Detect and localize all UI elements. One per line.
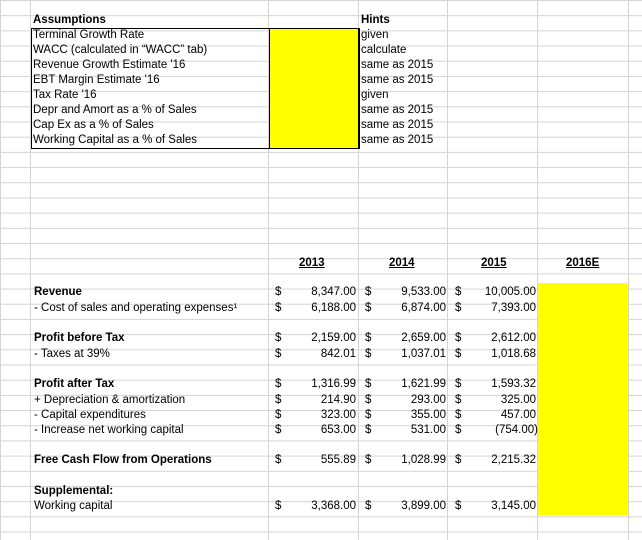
pat-2013[interactable]: 1,316.99 — [311, 378, 356, 390]
cost-2015[interactable]: 7,393.00 — [491, 302, 536, 314]
fcf-2014[interactable]: 1,028.99 — [401, 454, 446, 466]
currency-sign: $ — [365, 409, 372, 421]
label-depreciation[interactable]: + Depreciation & amortization — [34, 394, 186, 406]
taxes-2015[interactable]: 1,018.68 — [491, 348, 536, 360]
currency-sign: $ — [365, 378, 372, 390]
currency-sign: $ — [455, 424, 462, 436]
hint-tax-rate[interactable]: given — [361, 89, 389, 101]
currency-sign: $ — [455, 286, 462, 298]
projection-2016e-cells[interactable] — [538, 283, 628, 515]
label-cost-of-sales[interactable]: - Cost of sales and operating expenses¹ — [34, 302, 238, 314]
year-header-2013[interactable]: 2013 — [299, 257, 325, 269]
currency-sign: $ — [455, 332, 462, 344]
assumption-label-working-capital[interactable]: Working Capital as a % of Sales — [33, 134, 198, 146]
taxes-2014[interactable]: 1,037.01 — [401, 348, 446, 360]
pbt-2013[interactable]: 2,159.00 — [311, 332, 356, 344]
hint-capex[interactable]: same as 2015 — [361, 119, 434, 131]
assumption-label-depr-amort[interactable]: Depr and Amort as a % of Sales — [33, 104, 197, 116]
fcf-2013[interactable]: 555.89 — [320, 454, 356, 466]
label-capital-expenditures[interactable]: - Capital expenditures — [34, 409, 146, 421]
cost-2014[interactable]: 6,874.00 — [401, 302, 446, 314]
currency-sign: $ — [275, 500, 282, 512]
label-profit-before-tax[interactable]: Profit before Tax — [34, 332, 125, 344]
assumption-label-wacc[interactable]: WACC (calculated in “WACC” tab) — [33, 44, 208, 56]
hint-wacc[interactable]: calculate — [361, 44, 407, 56]
hint-depr-amort[interactable]: same as 2015 — [361, 104, 434, 116]
assumption-label-tax-rate[interactable]: Tax Rate '16 — [33, 89, 97, 101]
da-2014[interactable]: 293.00 — [410, 394, 446, 406]
wc-2013[interactable]: 3,368.00 — [311, 500, 356, 512]
revenue-2014[interactable]: 9,533.00 — [401, 286, 446, 298]
capex-2014[interactable]: 355.00 — [410, 409, 446, 421]
capex-2013[interactable]: 323.00 — [320, 409, 356, 421]
nwc-2015[interactable]: (754.00) — [495, 424, 538, 436]
currency-sign: $ — [365, 302, 372, 314]
assumptions-input-box — [269, 28, 359, 149]
assumptions-header[interactable]: Assumptions — [33, 14, 106, 26]
taxes-2013[interactable]: 842.01 — [320, 348, 356, 360]
label-free-cash-flow[interactable]: Free Cash Flow from Operations — [34, 454, 212, 466]
year-header-2015[interactable]: 2015 — [481, 257, 507, 269]
currency-sign: $ — [365, 424, 372, 436]
hint-ebt-margin[interactable]: same as 2015 — [361, 74, 434, 86]
pbt-2015[interactable]: 2,612.00 — [491, 332, 536, 344]
label-supplemental[interactable]: Supplemental: — [34, 485, 114, 497]
currency-sign: $ — [275, 409, 282, 421]
currency-sign: $ — [275, 424, 282, 436]
capex-2015[interactable]: 457.00 — [500, 409, 536, 421]
currency-sign: $ — [365, 286, 372, 298]
pat-2015[interactable]: 1,593.32 — [491, 378, 536, 390]
wc-2015[interactable]: 3,145.00 — [491, 500, 536, 512]
assumption-label-terminal-growth[interactable]: Terminal Growth Rate — [33, 29, 145, 41]
cost-2013[interactable]: 6,188.00 — [311, 302, 356, 314]
currency-sign: $ — [275, 378, 282, 390]
currency-sign: $ — [455, 378, 462, 390]
pbt-2014[interactable]: 2,659.00 — [401, 332, 446, 344]
year-header-2016e[interactable]: 2016E — [566, 257, 600, 269]
hints-divider — [358, 28, 360, 149]
label-taxes[interactable]: - Taxes at 39% — [34, 348, 110, 360]
currency-sign: $ — [455, 394, 462, 406]
revenue-2015[interactable]: 10,005.00 — [484, 286, 536, 298]
hints-header[interactable]: Hints — [361, 14, 390, 26]
da-2013[interactable]: 214.90 — [320, 394, 356, 406]
currency-sign: $ — [275, 454, 282, 466]
nwc-2013[interactable]: 653.00 — [320, 424, 356, 436]
currency-sign: $ — [365, 348, 372, 360]
currency-sign: $ — [455, 454, 462, 466]
currency-sign: $ — [275, 348, 282, 360]
da-2015[interactable]: 325.00 — [500, 394, 536, 406]
currency-sign: $ — [455, 500, 462, 512]
label-increase-nwc[interactable]: - Increase net working capital — [34, 424, 184, 436]
label-profit-after-tax[interactable]: Profit after Tax — [34, 378, 115, 390]
currency-sign: $ — [365, 394, 372, 406]
currency-sign: $ — [455, 348, 462, 360]
assumption-label-ebt-margin[interactable]: EBT Margin Estimate '16 — [33, 74, 160, 86]
nwc-2014[interactable]: 531.00 — [410, 424, 446, 436]
hint-revenue-growth[interactable]: same as 2015 — [361, 59, 434, 71]
label-working-capital[interactable]: Working capital — [34, 500, 113, 512]
revenue-2013[interactable]: 8,347.00 — [311, 286, 356, 298]
hint-terminal-growth[interactable]: given — [361, 29, 389, 41]
currency-sign: $ — [365, 500, 372, 512]
hint-working-capital[interactable]: same as 2015 — [361, 134, 434, 146]
currency-sign: $ — [455, 409, 462, 421]
currency-sign: $ — [275, 394, 282, 406]
year-header-2014[interactable]: 2014 — [389, 257, 415, 269]
currency-sign: $ — [275, 332, 282, 344]
currency-sign: $ — [455, 302, 462, 314]
currency-sign: $ — [365, 454, 372, 466]
label-revenue[interactable]: Revenue — [34, 286, 82, 298]
pat-2014[interactable]: 1,621.99 — [401, 378, 446, 390]
currency-sign: $ — [275, 302, 282, 314]
assumption-label-revenue-growth[interactable]: Revenue Growth Estimate '16 — [33, 59, 186, 71]
wc-2014[interactable]: 3,899.00 — [401, 500, 446, 512]
currency-sign: $ — [275, 286, 282, 298]
fcf-2015[interactable]: 2,215.32 — [491, 454, 536, 466]
currency-sign: $ — [365, 332, 372, 344]
assumption-label-capex[interactable]: Cap Ex as a % of Sales — [33, 119, 154, 131]
